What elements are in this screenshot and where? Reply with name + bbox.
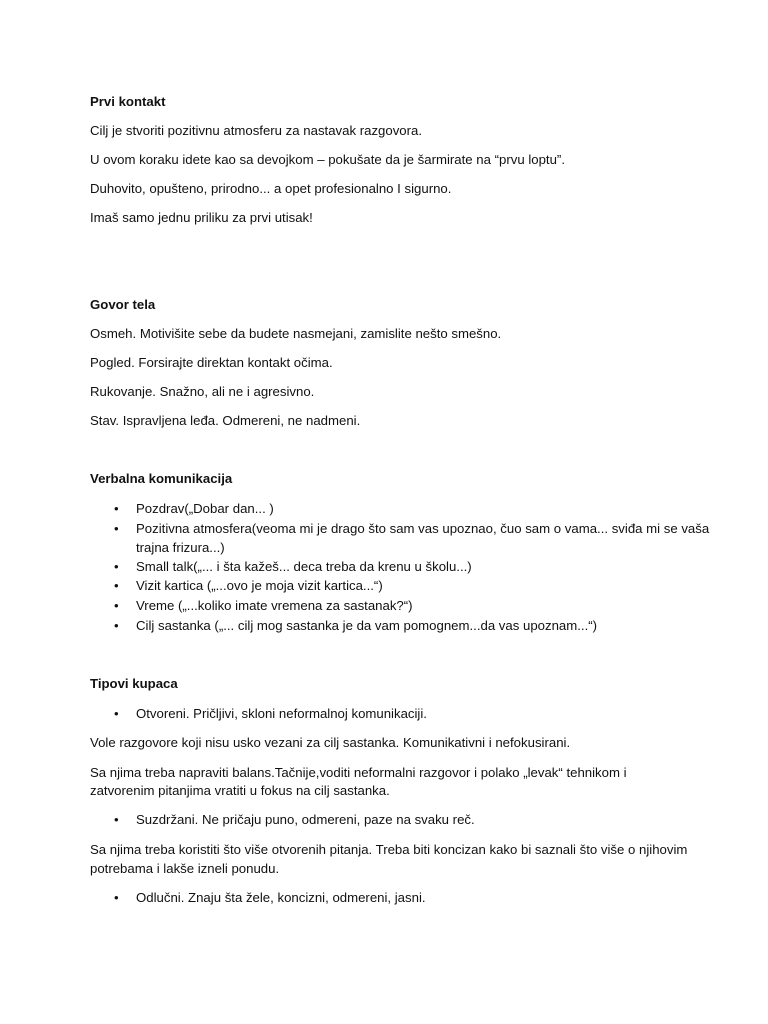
paragraph: Cilj je stvoriti pozitivnu atmosferu za nastavak razgovora. <box>90 123 423 138</box>
section-heading-tipovi-kupaca: Tipovi kupaca <box>90 676 178 691</box>
list-item: Suzdržani. Ne pričaju puno, odmereni, paze na svaku reč. <box>136 812 475 827</box>
paragraph: U ovom koraku idete kao sa devojkom – pokušate da je šarmirate na “prvu loptu”. <box>90 152 565 167</box>
paragraph-continuation: zatvorenim pitanjima vratiti u fokus na cilj sastanka. <box>90 783 390 798</box>
list-item: Small talk(„... i šta kažeš... deca treba da krenu u školu...) <box>136 559 472 574</box>
bullet-marker: • <box>114 501 119 516</box>
paragraph: Sa njima treba koristiti što više otvorenih pitanja. Treba biti koncizan kako bi saznali što više o njihovim <box>90 842 688 857</box>
list-item: Vizit kartica („...ovo je moja vizit kartica...“) <box>136 578 383 593</box>
paragraph: Vole razgovore koji nisu usko vezani za cilj sastanka. Komunikativni i nefokusirani. <box>90 735 571 750</box>
paragraph: Duhovito, opušteno, prirodno... a opet profesionalno I sigurno. <box>90 181 452 196</box>
list-item: Pozitivna atmosfera(veoma mi je drago što sam vas upoznao, čuo sam o vama... sviđa mi se vaša <box>136 521 710 536</box>
list-item: Cilj sastanka („... cilj mog sastanka je da vam pomognem...da vas upoznam...“) <box>136 618 598 633</box>
bullet-marker: • <box>114 812 119 827</box>
paragraph: Pogled. Forsirajte direktan kontakt očima. <box>90 355 333 370</box>
paragraph: Rukovanje. Snažno, ali ne i agresivno. <box>90 384 315 399</box>
list-item: Odlučni. Znaju šta žele, koncizni, odmereni, jasni. <box>136 890 426 905</box>
bullet-marker: • <box>114 559 119 574</box>
paragraph-continuation: potrebama i lakše izneli ponudu. <box>90 861 280 876</box>
section-heading-govor-tela: Govor tela <box>90 297 156 312</box>
list-item: Otvoreni. Pričljivi, skloni neformalnoj komunikaciji. <box>136 706 427 721</box>
bullet-marker: • <box>114 890 119 905</box>
list-item: Vreme („...koliko imate vremena za sastanak?“) <box>136 598 413 613</box>
paragraph: Stav. Ispravljena leđa. Odmereni, ne nadmeni. <box>90 413 361 428</box>
bullet-marker: • <box>114 598 119 613</box>
section-heading-verbalna-komunikacija: Verbalna komunikacija <box>90 471 233 486</box>
paragraph: Imaš samo jednu priliku za prvi utisak! <box>90 210 313 225</box>
bullet-marker: • <box>114 521 119 536</box>
bullet-marker: • <box>114 578 119 593</box>
bullet-marker: • <box>114 618 119 633</box>
paragraph: Osmeh. Motivišite sebe da budete nasmejani, zamislite nešto smešno. <box>90 326 502 341</box>
list-item: Pozdrav(„Dobar dan... ) <box>136 501 274 516</box>
paragraph: Sa njima treba napraviti balans.Tačnije,voditi neformalni razgovor i polako „levak“ tehnikom i <box>90 765 627 780</box>
section-heading-prvi-kontakt: Prvi kontakt <box>90 94 166 109</box>
list-item-continuation: trajna frizura...) <box>136 540 225 555</box>
bullet-marker: • <box>114 706 119 721</box>
